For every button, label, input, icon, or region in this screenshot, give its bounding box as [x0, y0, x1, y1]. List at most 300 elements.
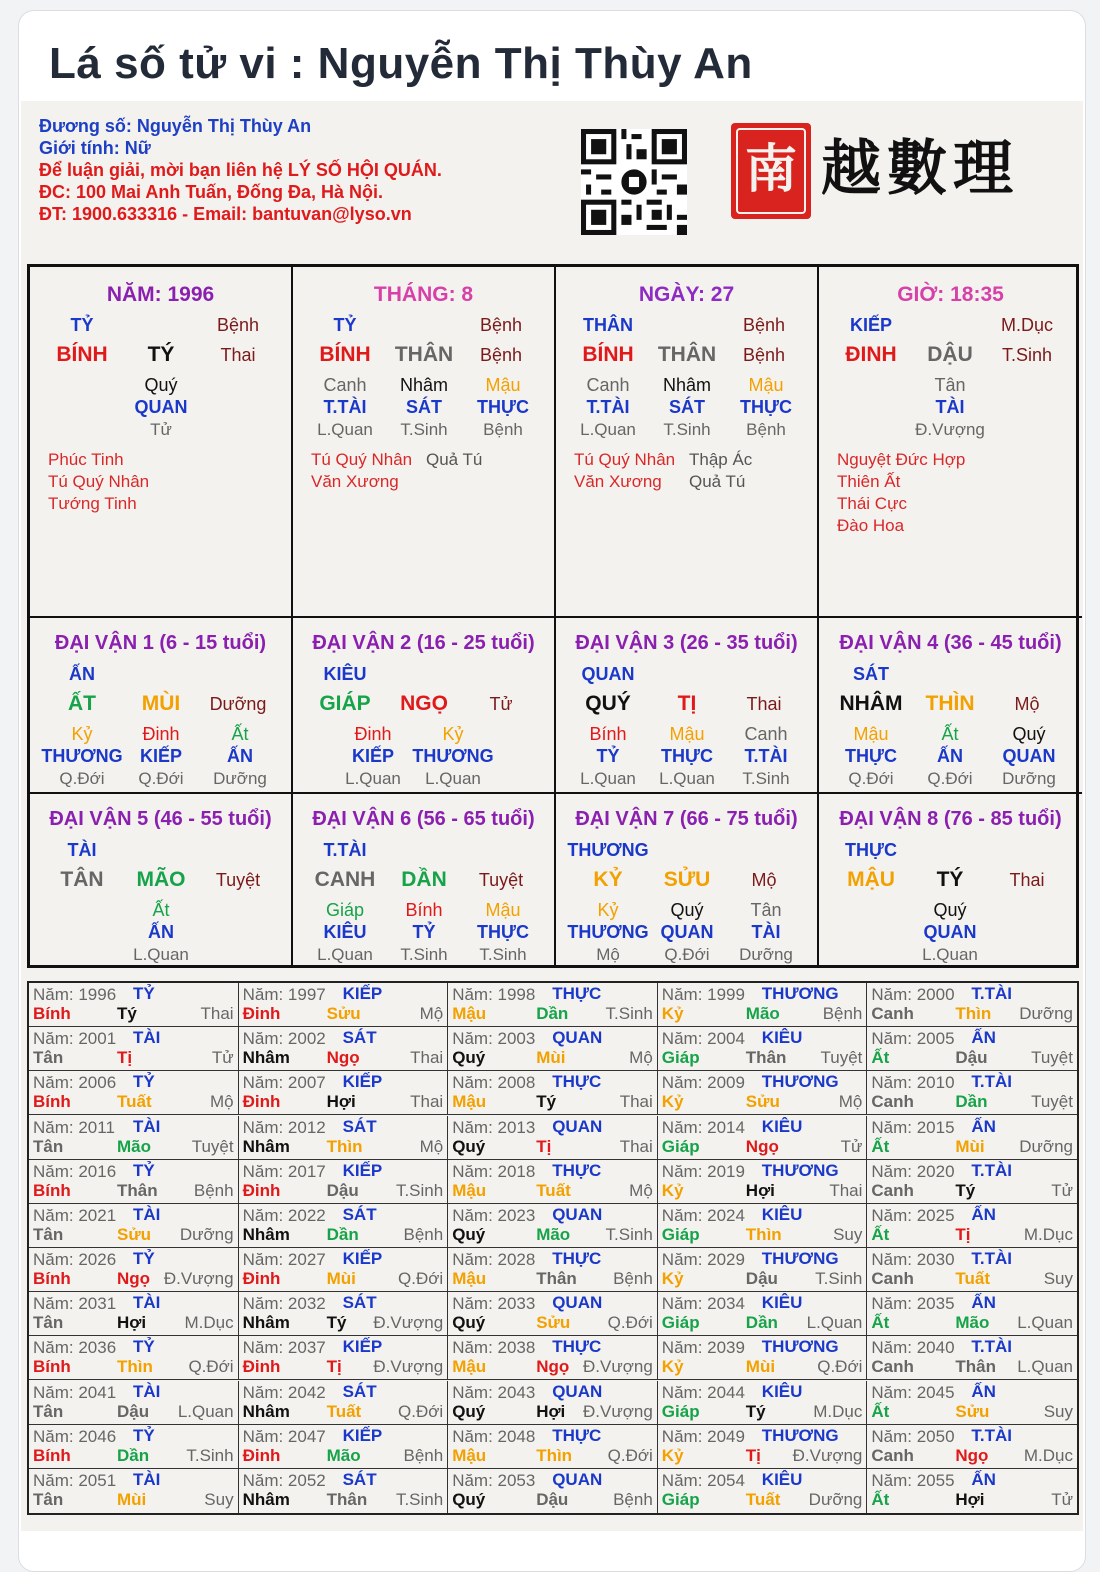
pillar-stars	[837, 449, 965, 537]
year-state: T.Sinh	[605, 1004, 653, 1023]
year-state: Bệnh	[613, 1489, 653, 1509]
star-name: Thập Ác	[689, 450, 753, 469]
page-card	[18, 10, 1086, 1572]
hidden-state: L.Quan	[133, 945, 189, 964]
year-god: ẤN	[971, 1028, 996, 1048]
hidden-god: ẤN	[227, 746, 253, 766]
year-state: M.Dục	[1023, 1445, 1073, 1465]
year-stem: Kỷ	[661, 1445, 684, 1465]
year-stem: Bính	[33, 1445, 71, 1465]
pillar-stem: BÍNH	[582, 343, 634, 366]
year-stem: Canh	[871, 1445, 914, 1465]
year-state: Mộ	[629, 1048, 653, 1068]
year-cell	[239, 1116, 449, 1160]
year-label: Năm: 2045	[871, 1382, 955, 1402]
pillar-state-top: Bệnh	[479, 315, 523, 335]
star-name: Phúc Tinh	[48, 450, 124, 469]
dai-van-branch: SỬU	[663, 868, 711, 891]
year-label: Năm: 2051	[33, 1470, 117, 1490]
dai-van-god: THƯƠNG	[567, 840, 649, 860]
year-cell	[239, 1292, 449, 1336]
dai-van-state: Tuyệt	[478, 870, 524, 890]
pillar-god: TỶ	[333, 315, 357, 335]
dai-van-header: ĐẠI VẬN 2 (16 - 25 tuổi)	[312, 632, 535, 654]
star-name: Nguyệt Đức Hợp	[837, 450, 966, 469]
hidden-god: KIẾP	[139, 746, 183, 766]
year-stem: Quý	[452, 1489, 486, 1509]
pillar-cell	[556, 267, 819, 618]
dai-van-cell	[293, 794, 556, 968]
year-branch: Dần	[117, 1445, 150, 1465]
year-cell	[658, 1425, 868, 1469]
year-label: Năm: 2020	[871, 1161, 955, 1181]
year-state: L.Quan	[1017, 1357, 1073, 1377]
pillar-stem: ĐINH	[845, 343, 897, 366]
year-stem: Ất	[871, 1048, 890, 1068]
hidden-stem: Ất	[152, 900, 170, 920]
year-stem: Nhâm	[242, 1489, 290, 1509]
hidden-god: QUAN	[923, 922, 977, 942]
year-god: KIÊU	[761, 1028, 803, 1048]
year-state: L.Quan	[177, 1401, 234, 1421]
hidden-state: Q.Đới	[664, 945, 710, 964]
hidden-state: Dưỡng	[213, 769, 267, 788]
year-god: SÁT	[342, 1028, 377, 1048]
year-state: Đ.Vượng	[792, 1445, 863, 1465]
dai-van-state: Thai	[1009, 870, 1045, 890]
year-label: Năm: 2037	[242, 1338, 326, 1358]
year-label: Năm: 1998	[452, 985, 536, 1004]
hidden-god: KIẾP	[351, 746, 395, 766]
year-stem: Đinh	[242, 1004, 281, 1023]
dai-van-cell	[30, 794, 293, 968]
year-label: Năm: 2052	[242, 1470, 326, 1490]
dai-van-branch: TÝ	[936, 868, 964, 891]
year-god: THƯƠNG	[761, 1249, 839, 1268]
year-stem: Quý	[452, 1048, 486, 1068]
year-state: Q.Đới	[398, 1401, 444, 1421]
year-label: Năm: 2025	[871, 1205, 955, 1225]
star-name: Thái Cực	[837, 494, 907, 513]
year-cell	[658, 1160, 868, 1204]
year-cell	[448, 983, 658, 1027]
year-cell	[658, 1116, 868, 1160]
year-branch: Thân	[117, 1180, 158, 1200]
year-cell	[867, 1381, 1077, 1425]
year-branch: Hợi	[955, 1489, 985, 1509]
dai-van-branch: THÌN	[925, 692, 975, 715]
year-stem: Giáp	[661, 1313, 700, 1333]
year-state: M.Dục	[1023, 1224, 1073, 1244]
dai-van-header: ĐẠI VẬN 1 (6 - 15 tuổi)	[54, 632, 267, 654]
hidden-stem: Bính	[589, 724, 627, 744]
year-stem: Đinh	[242, 1269, 281, 1288]
dai-van-cell	[819, 794, 1082, 968]
dai-van-god: ẤN	[69, 664, 95, 684]
year-cell	[29, 1248, 239, 1292]
year-label: Năm: 2019	[661, 1161, 745, 1181]
hidden-stem: Nhâm	[662, 375, 712, 395]
year-stem: Nhâm	[242, 1136, 290, 1156]
dai-van-state: Thai	[746, 694, 782, 714]
year-state: L.Quan	[806, 1313, 863, 1333]
year-cell	[239, 1381, 449, 1425]
dai-van-branch: NGỌ	[400, 692, 448, 715]
year-stem: Tân	[33, 1048, 64, 1068]
year-branch: Tuất	[326, 1401, 362, 1421]
star-name: Tướng Tinh	[48, 494, 137, 513]
hidden-god: KIÊU	[323, 922, 367, 942]
year-state: Thai	[619, 1092, 653, 1112]
dai-van-god: KIÊU	[323, 664, 367, 684]
hidden-state: Q.Đới	[927, 769, 973, 788]
year-stem: Giáp	[661, 1401, 700, 1421]
year-stem: Đinh	[242, 1092, 281, 1112]
year-god: TÀI	[133, 1469, 161, 1489]
hidden-stem: Mậu	[748, 375, 784, 395]
year-state: Bệnh	[403, 1445, 444, 1465]
year-branch: Dần	[326, 1224, 359, 1244]
year-state: Tuyệt	[820, 1048, 863, 1068]
year-stem: Kỷ	[661, 1180, 684, 1200]
year-god: QUAN	[552, 1116, 603, 1136]
hidden-god: TÀI	[751, 922, 781, 942]
dai-van-god: THỰC	[845, 840, 897, 860]
year-stem: Canh	[871, 1269, 914, 1288]
year-stem: Đinh	[242, 1180, 281, 1200]
hidden-state: L.Quan	[659, 769, 715, 788]
year-cell	[239, 1071, 449, 1115]
year-branch: Sửu	[955, 1401, 990, 1421]
year-label: Năm: 2041	[33, 1382, 117, 1402]
year-label: Năm: 2003	[452, 1029, 536, 1049]
year-stem: Nhâm	[242, 1401, 290, 1421]
year-state: T.Sinh	[605, 1224, 653, 1244]
qr-code-icon	[581, 129, 687, 235]
year-branch: Thìn	[745, 1224, 782, 1244]
owner-gender: Giới tính: Nữ	[39, 138, 151, 158]
year-cell	[658, 1204, 868, 1248]
year-state: Đ.Vượng	[373, 1313, 444, 1333]
year-god: KIÊU	[761, 1204, 803, 1224]
hidden-stem: Quý	[670, 900, 704, 920]
year-state: Tử	[211, 1048, 234, 1068]
year-cell	[29, 1469, 239, 1513]
dai-van-cell	[556, 794, 819, 968]
hidden-state: Bệnh	[746, 420, 786, 439]
hidden-god: T.TÀI	[323, 397, 367, 417]
dai-van-branch: DẦN	[401, 868, 447, 891]
hidden-god: QUAN	[660, 922, 714, 942]
year-cell	[448, 1071, 658, 1115]
year-branch: Ngọ	[745, 1136, 779, 1156]
year-label: Năm: 2002	[242, 1029, 326, 1049]
year-branch: Mão	[326, 1445, 361, 1465]
year-cell	[658, 1248, 868, 1292]
star-name: Quả Tú	[426, 450, 483, 469]
dai-van-branch: MÙI	[141, 692, 181, 715]
year-god: ẤN	[971, 1293, 996, 1313]
year-branch: Tý	[955, 1180, 976, 1200]
year-stem: Bính	[33, 1357, 71, 1377]
year-stem: Mậu	[452, 1357, 487, 1377]
star-name: Đào Hoa	[837, 516, 905, 535]
year-stem: Tân	[33, 1313, 64, 1333]
year-state: Mộ	[629, 1180, 653, 1200]
red-seal-stamp	[729, 121, 813, 221]
pillar-state-top: M.Dục	[1000, 315, 1054, 335]
year-stem: Tân	[33, 1136, 64, 1156]
year-label: Năm: 2054	[661, 1470, 745, 1490]
year-label: Năm: 2044	[661, 1382, 745, 1402]
pillar-state: Thai	[220, 345, 256, 365]
pillar-header: NĂM: 1996	[106, 283, 215, 306]
year-cell	[29, 1381, 239, 1425]
year-god: KIẾP	[342, 984, 383, 1003]
year-stem: Kỷ	[661, 1092, 684, 1112]
year-state: Q.Đới	[607, 1313, 653, 1333]
year-god: TÀI	[133, 1381, 161, 1401]
pillar-god: KIẾP	[849, 315, 893, 335]
calligraphy-logo: 越數理	[821, 134, 1019, 204]
hidden-god: TỶ	[596, 746, 620, 766]
year-state: Mộ	[209, 1092, 234, 1112]
hidden-stem: Canh	[323, 375, 367, 395]
year-label: Năm: 2001	[33, 1029, 117, 1049]
year-state: Suy	[833, 1224, 863, 1244]
year-branch: Sửu	[326, 1004, 361, 1023]
year-god: T.TÀI	[971, 1072, 1012, 1092]
year-cell	[658, 1292, 868, 1336]
year-cell	[658, 1381, 868, 1425]
year-god: TỶ	[133, 984, 155, 1003]
star-name: Văn Xương	[574, 472, 662, 491]
year-cell	[867, 1248, 1077, 1292]
year-cell	[448, 1248, 658, 1292]
pillar-stars	[311, 449, 412, 493]
year-state: Q.Đới	[188, 1357, 234, 1377]
year-branch: Tuất	[955, 1269, 991, 1288]
year-branch: Thân	[955, 1357, 996, 1377]
dai-van-cell	[556, 618, 819, 794]
year-label: Năm: 2010	[871, 1073, 955, 1093]
contact-line: Để luận giải, mời bạn liên hệ LÝ SỐ HỘI QUÁN.	[39, 160, 442, 180]
hidden-god: QUAN	[134, 397, 188, 417]
year-god: QUAN	[552, 1204, 603, 1224]
year-cell	[448, 1425, 658, 1469]
hidden-stem: Tân	[934, 375, 966, 395]
hidden-god: ẤN	[937, 746, 963, 766]
hidden-state: T.Sinh	[742, 769, 790, 788]
pillar-cell	[30, 267, 293, 618]
dai-van-state: Tuyệt	[215, 870, 261, 890]
year-god: TÀI	[133, 1028, 161, 1048]
year-god: T.TÀI	[971, 1249, 1012, 1268]
year-cell	[29, 1027, 239, 1071]
year-god: KIÊU	[761, 1293, 803, 1313]
year-cell	[448, 1336, 658, 1380]
year-stem: Ất	[871, 1224, 890, 1244]
year-label: Năm: 1997	[242, 985, 326, 1004]
year-branch: Tý	[536, 1092, 557, 1112]
year-stem: Mậu	[452, 1269, 487, 1288]
year-state: Đ.Vượng	[373, 1357, 444, 1377]
hidden-state: Q.Đới	[848, 769, 894, 788]
pillar-cell	[819, 267, 1082, 618]
hidden-god: TỶ	[412, 922, 436, 942]
year-branch: Dậu	[536, 1489, 569, 1509]
year-branch: Tị	[955, 1224, 971, 1244]
year-stem: Canh	[871, 1092, 914, 1112]
year-state: M.Dục	[184, 1313, 234, 1333]
year-label: Năm: 2031	[33, 1294, 117, 1314]
phone-email-line: ĐT: 1900.633316 - Email: bantuvan@lyso.vn	[39, 204, 412, 224]
year-label: Năm: 2029	[661, 1250, 745, 1269]
year-label: Năm: 1996	[33, 985, 117, 1004]
year-state: Tử	[840, 1136, 863, 1156]
hidden-stem: Kỷ	[597, 900, 619, 920]
year-god: THỰC	[552, 1337, 602, 1357]
year-branch: Tý	[745, 1401, 766, 1421]
pillar-stars-right	[426, 449, 482, 471]
year-state: Bệnh	[193, 1180, 234, 1200]
pillar-branch: DẬU	[927, 343, 973, 366]
hidden-god: THỰC	[477, 922, 529, 942]
dai-van-cell	[293, 618, 556, 794]
hidden-stem: Ất	[231, 724, 249, 744]
year-god: T.TÀI	[971, 984, 1012, 1003]
year-stem: Bính	[33, 1269, 71, 1288]
year-branch: Dậu	[326, 1180, 359, 1200]
year-cell	[658, 1071, 868, 1115]
year-label: Năm: 2026	[33, 1250, 117, 1269]
pillar-cell	[293, 267, 556, 618]
year-branch: Dần	[536, 1004, 569, 1023]
hidden-stem: Giáp	[325, 900, 365, 920]
hidden-stem: Ất	[941, 724, 959, 744]
pillar-branch: THÂN	[394, 343, 454, 366]
year-stem: Tân	[33, 1489, 64, 1509]
year-state: Thai	[410, 1092, 444, 1112]
year-stem: Mậu	[452, 1445, 487, 1465]
hidden-stem: Quý	[144, 375, 178, 395]
year-label: Năm: 2047	[242, 1426, 326, 1446]
year-cell	[29, 1425, 239, 1469]
year-god: TỶ	[133, 1160, 155, 1180]
year-cell	[239, 1027, 449, 1071]
pillar-state-top: Bệnh	[216, 315, 260, 335]
hidden-state: L.Quan	[580, 769, 636, 788]
year-stem: Mậu	[452, 1092, 487, 1112]
year-cell	[448, 1292, 658, 1336]
year-branch: Dậu	[955, 1048, 988, 1068]
hidden-state: Đ.Vượng	[915, 420, 985, 439]
year-label: Năm: 2009	[661, 1073, 745, 1093]
year-cell	[29, 983, 239, 1027]
hidden-state: T.Sinh	[479, 945, 527, 964]
year-label: Năm: 2008	[452, 1073, 536, 1093]
hidden-state: L.Quan	[580, 420, 636, 439]
year-label: Năm: 2046	[33, 1426, 117, 1446]
hidden-god: THƯƠNG	[567, 922, 649, 942]
year-label: Năm: 2033	[452, 1294, 536, 1314]
year-state: Q.Đới	[607, 1445, 653, 1465]
year-label: Năm: 2030	[871, 1250, 955, 1269]
year-god: KIẾP	[342, 1249, 383, 1268]
year-god: TỶ	[133, 1425, 155, 1445]
year-branch: Sửu	[536, 1313, 571, 1333]
year-label: Năm: 2032	[242, 1294, 326, 1314]
pillar-god: THÂN	[583, 315, 633, 335]
star-name: Quả Tú	[689, 472, 746, 491]
year-label: Năm: 2000	[871, 985, 955, 1004]
year-stem: Tân	[33, 1224, 64, 1244]
pillar-stars	[48, 449, 149, 515]
year-label: Năm: 2049	[661, 1426, 745, 1446]
dai-van-header: ĐẠI VẬN 4 (36 - 45 tuổi)	[839, 632, 1062, 654]
year-state: Tuyệt	[1031, 1048, 1073, 1068]
year-state: L.Quan	[1017, 1313, 1073, 1333]
year-state: Tuyệt	[1031, 1092, 1073, 1112]
year-label: Năm: 2006	[33, 1073, 117, 1093]
pillar-state: T.Sinh	[1001, 345, 1053, 365]
hidden-god: THỰC	[661, 746, 713, 766]
year-cell	[658, 1027, 868, 1071]
year-god: KIẾP	[342, 1160, 383, 1180]
year-cell	[29, 1116, 239, 1160]
year-cell	[29, 1336, 239, 1380]
year-branch: Thìn	[536, 1445, 573, 1465]
hidden-god: THỰC	[477, 397, 529, 417]
year-label: Năm: 2043	[452, 1382, 536, 1402]
year-stem: Giáp	[661, 1136, 700, 1156]
year-cell	[867, 1116, 1077, 1160]
year-state: Thai	[619, 1136, 653, 1156]
year-branch: Dậu	[117, 1401, 150, 1421]
year-god: QUAN	[552, 1293, 603, 1313]
dai-van-stem: TÂN	[60, 868, 104, 891]
year-branch: Mùi	[326, 1269, 356, 1288]
year-branch: Mùi	[955, 1136, 985, 1156]
address-line: ĐC: 100 Mai Anh Tuấn, Đống Đa, Hà Nội.	[39, 182, 384, 202]
year-stem: Nhâm	[242, 1313, 290, 1333]
dai-van-stem: ẤT	[68, 692, 96, 715]
hidden-stem: Quý	[933, 900, 967, 920]
year-god: THỰC	[552, 1249, 602, 1268]
year-cell	[239, 1469, 449, 1513]
year-branch: Mão	[955, 1313, 990, 1333]
dai-van-stem: GIÁP	[319, 692, 371, 715]
year-cell	[867, 1469, 1077, 1513]
year-cell	[448, 1116, 658, 1160]
year-god: THƯƠNG	[761, 1425, 839, 1445]
year-stem: Quý	[452, 1136, 486, 1156]
year-branch: Thân	[326, 1489, 368, 1509]
year-branch: Tuất	[745, 1489, 781, 1509]
hidden-stem: Bính	[405, 900, 443, 920]
year-state: Thai	[829, 1180, 863, 1200]
hidden-god: SÁT	[669, 397, 705, 417]
year-cell	[29, 1071, 239, 1115]
year-cell	[867, 983, 1077, 1027]
year-cell	[658, 1336, 868, 1380]
year-god: KIÊU	[761, 1116, 803, 1136]
year-state: M.Dục	[813, 1401, 863, 1421]
year-god: ẤN	[971, 1204, 996, 1224]
hidden-stem: Quý	[1012, 724, 1046, 744]
dai-van-state: Tử	[489, 694, 513, 714]
pillar-state-top: Bệnh	[742, 315, 786, 335]
